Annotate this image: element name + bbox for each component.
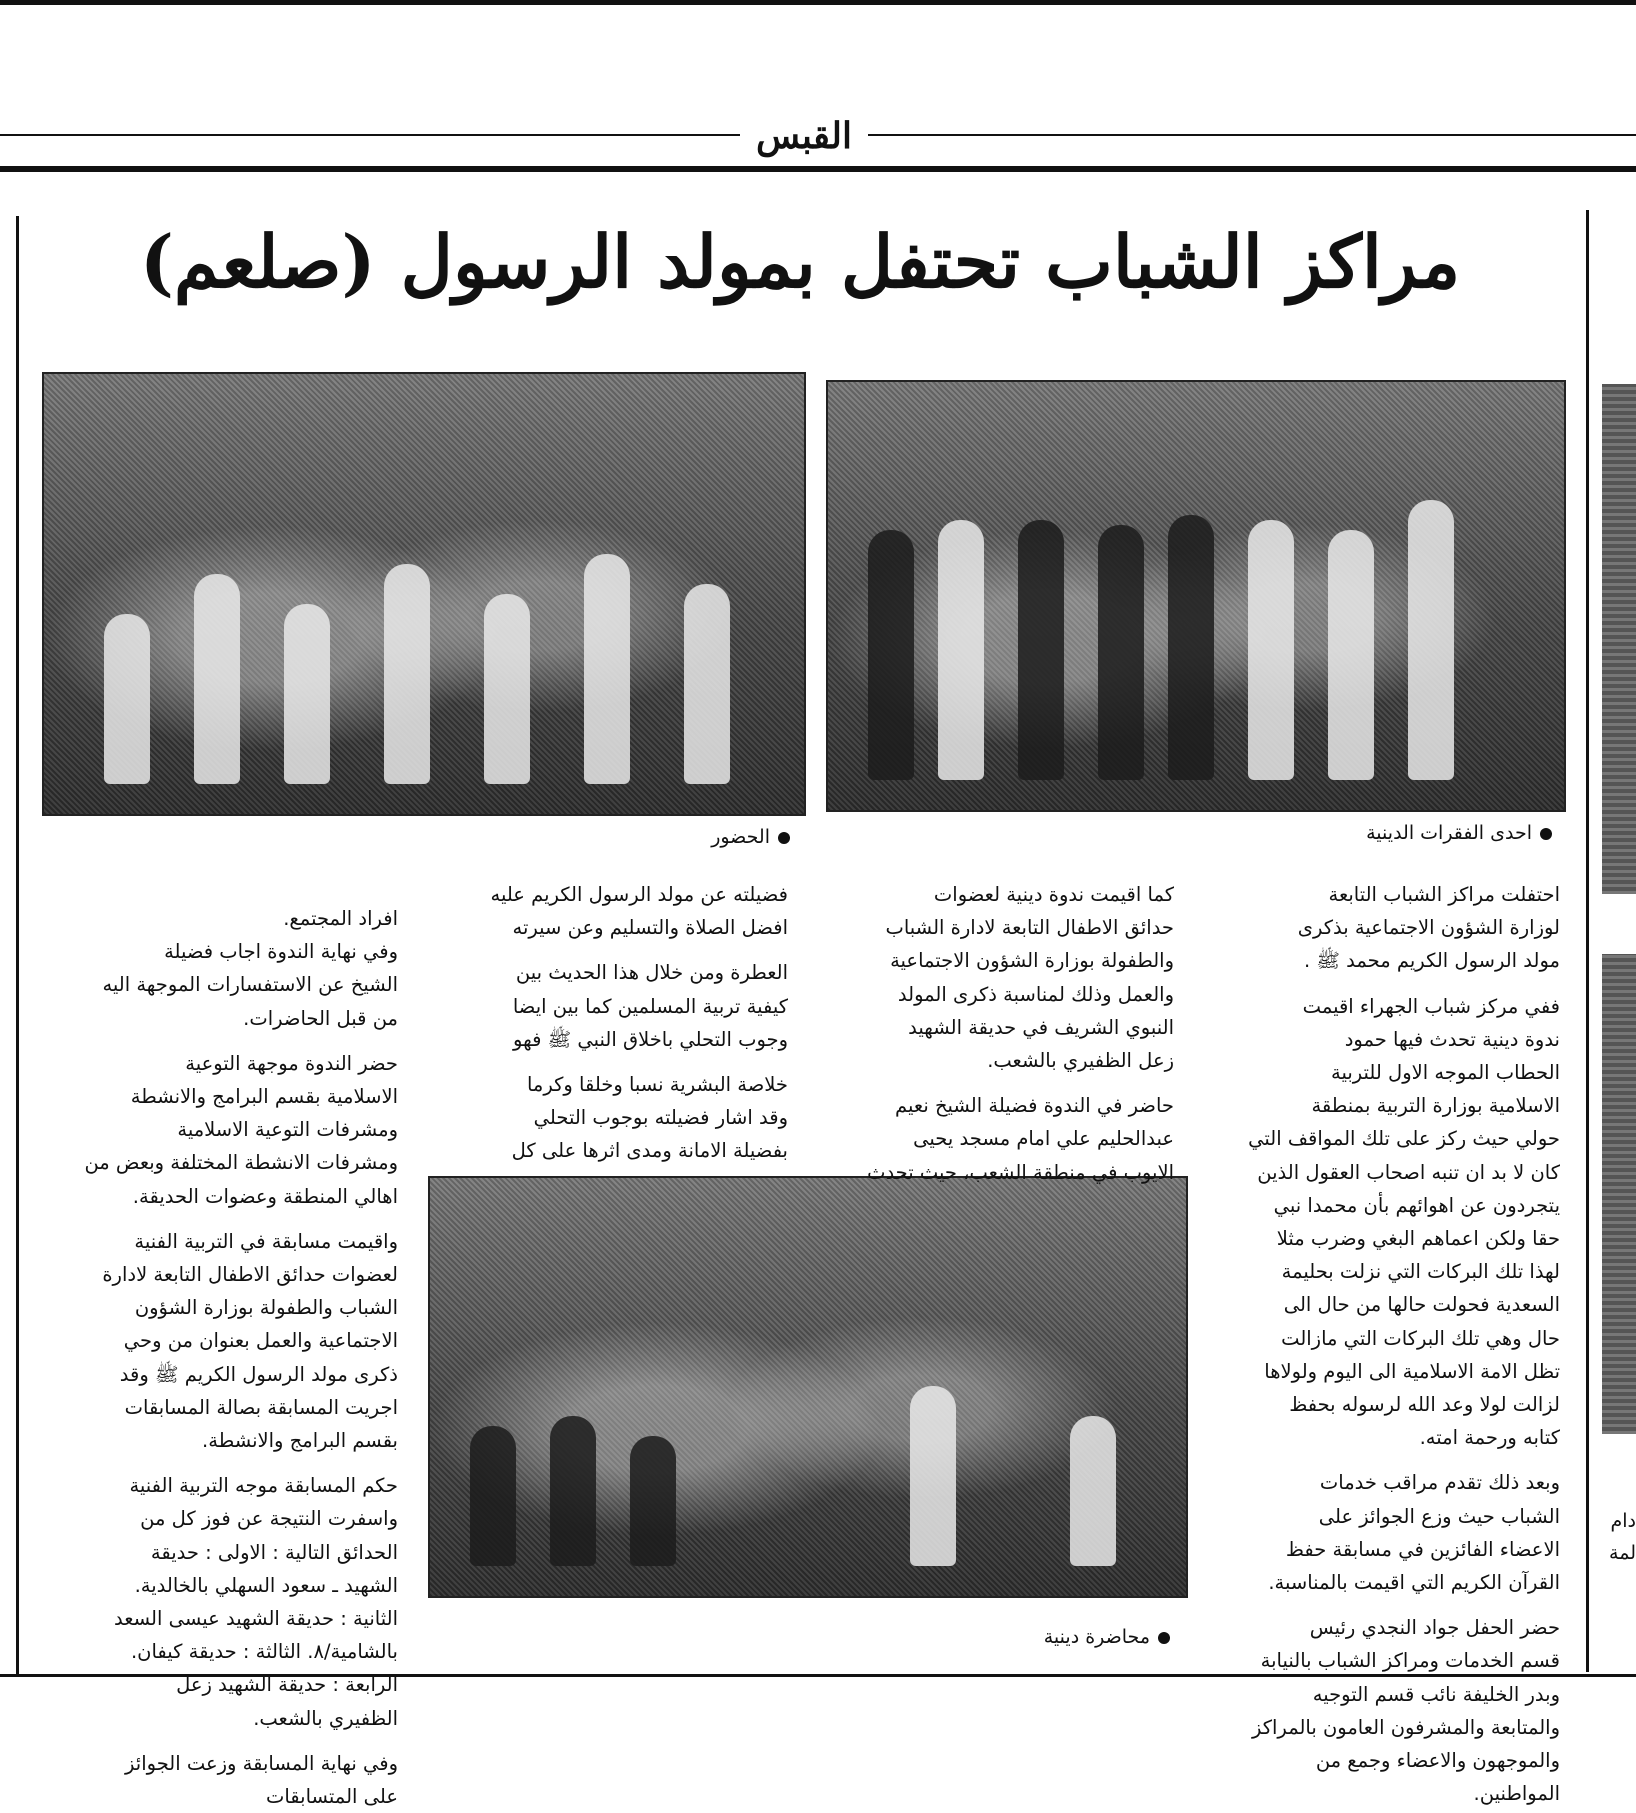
photo-figure [938, 520, 984, 780]
header-thick-rule [0, 166, 1636, 172]
article-line: الرابعة : حديقة الشهيد زعل [176, 1673, 398, 1697]
article-column-3 [428, 878, 788, 1168]
article-line: على المتسابقات [266, 1785, 398, 1809]
photo-religious-segment [826, 380, 1566, 812]
article-line: لهذا تلك البركات التي نزلت بحليمة [1281, 1260, 1560, 1284]
adjacent-article-text: لمة [1609, 1542, 1636, 1564]
caption-lecture [1000, 1626, 1170, 1648]
article-line: حضر الندوة موجهة التوعية [185, 1051, 398, 1075]
adjacent-article-photo [1602, 384, 1636, 894]
article-line: الثانية : حديقة الشهيد عيسى السعد [114, 1607, 398, 1631]
article-line: حاضر في الندوة فضيلة الشيخ نعيم [895, 1094, 1174, 1118]
article-line: احتفلت مراكز الشباب التابعة [1328, 883, 1560, 906]
article-line: الحدائق التالية : الاولى : حديقة [150, 1540, 398, 1564]
article-line: كان لا بد ان تنبه اصحاب العقول الذين [1257, 1160, 1560, 1184]
photo-figure [1098, 525, 1144, 780]
article-line: افراد المجتمع. [283, 907, 398, 930]
photo-figure [1328, 530, 1374, 780]
photo-figure [194, 574, 240, 784]
article-line: خلاصة البشرية نسبا وخلقا وكرما [526, 1073, 788, 1097]
article-line: الظفيري بالشعب. [253, 1706, 398, 1730]
article-line: والمتابعة والمشرفون العامون بالمراكز [1251, 1715, 1560, 1739]
left-margin-rule [16, 216, 19, 1676]
article-line: من قبل الحاضرات. [243, 1006, 398, 1030]
article-line: فضيلته عن مولد الرسول الكريم عليه [490, 883, 788, 906]
adjacent-article-photo [1602, 954, 1636, 1434]
photo-figure [550, 1416, 596, 1566]
article-line: وفي نهاية المسابقة وزعت الجوائز [125, 1751, 398, 1775]
article-column-4 [36, 902, 398, 1813]
article-line: الحطاب الموجه الاول للتربية [1331, 1061, 1560, 1085]
article-line: كتابه ورحمة امته. [1419, 1426, 1560, 1450]
caption-text: محاضرة دينية [1043, 1626, 1150, 1648]
article-line: حولي حيث ركز على تلك المواقف التي [1248, 1127, 1560, 1151]
article-line: حقا ولكن اعماهم البغي وضرب مثلا [1276, 1227, 1560, 1251]
photo-figure [384, 564, 430, 784]
article-line: الاعضاء الفائزين في مسابقة حفظ [1285, 1537, 1560, 1561]
article-line: والموجهون والاعضاء وجمع من [1315, 1749, 1560, 1773]
article-line: عبدالحليم علي امام مسجد يحيى [913, 1127, 1174, 1151]
article-line: حكم المسابقة موجه التربية الفنية [129, 1474, 398, 1498]
article-line: حدائق الاطفال التابعة لادارة الشباب [885, 916, 1174, 940]
photo-figure [1168, 515, 1214, 780]
masthead-rule-right [868, 134, 1636, 136]
photo-figure [470, 1426, 516, 1566]
article-line: وبعد ذلك تقدم مراقب خدمات [1319, 1471, 1560, 1495]
article-line: وبدر الخليفة نائب قسم التوجيه [1312, 1682, 1560, 1706]
article-line: بقسم البرامج والانشطة. [202, 1429, 398, 1453]
article-line: القرآن الكريم التي اقيمت بالمناسبة. [1268, 1571, 1560, 1595]
article-line: الشهيد ـ سعود السهلي بالخالدية. [134, 1573, 398, 1597]
photo-lecture [428, 1176, 1188, 1598]
paragraph-gap [36, 1213, 398, 1225]
article-line: لزالت لولا وعد الله لرسوله بحفظ [1289, 1393, 1560, 1417]
article-line: لوزارة الشؤون الاجتماعية بذكرى [1297, 916, 1560, 940]
article-line: ندوة دينية تحدث فيها حمود [1344, 1027, 1560, 1051]
article-line: مولد الرسول الكريم محمد ﷺ . [1304, 949, 1560, 973]
article-line: ومشرفات التوعية الاسلامية [177, 1118, 398, 1142]
article-line: الاسلامية بوزارة التربية بمنطقة [1311, 1094, 1560, 1118]
article-line: وجوب التحلي باخلاق النبي ﷺ فهو [513, 1027, 788, 1051]
article-line: بالشامية/٨. الثالثة : حديقة كيفان. [130, 1640, 398, 1664]
paragraph-gap [36, 1735, 398, 1747]
article-column-2 [820, 878, 1174, 1189]
paragraph-gap [428, 1056, 788, 1068]
article-line: النبوي الشريف في حديقة الشهيد [908, 1015, 1174, 1039]
article-line: افضل الصلاة والتسليم وعن سيرته [512, 916, 788, 940]
caption-bullet-icon [1540, 828, 1552, 840]
article-line: الشباب حيث وزع الجوائز على [1318, 1504, 1560, 1528]
article-line: ففي مركز شباب الجهراء اقيمت [1302, 994, 1560, 1018]
article-line: واقيمت مسابقة في التربية الفنية [134, 1229, 398, 1253]
article-line: وفي نهاية الندوة اجاب فضيلة [164, 940, 398, 964]
article-line: الايوب في منطقة الشعب، حيث تحدث [867, 1160, 1174, 1184]
right-column-rule [1586, 210, 1589, 1672]
article-line: تظل الامة الاسلامية الى اليوم ولولاها [1264, 1359, 1560, 1383]
article-column-1 [1196, 878, 1560, 1810]
caption-text: الحضور [711, 826, 770, 848]
article-line: ومشرفات الانشطة المختلفة وبعض من [84, 1151, 398, 1175]
article-line: الاسلامية بقسم البرامج والانشطة [130, 1085, 398, 1109]
paragraph-gap [428, 944, 788, 956]
paragraph-gap [36, 1035, 398, 1047]
top-border [0, 0, 1636, 5]
paragraph-gap [1196, 1454, 1560, 1466]
paragraph-gap [36, 1457, 398, 1469]
masthead-rule-left [0, 134, 740, 136]
article-line: الاجتماعية والعمل بعنوان من وحي [123, 1329, 398, 1353]
article-line: لعضوات حدائق الاطفال التابعة لادارة [102, 1263, 398, 1287]
article-line: كيفية تربية المسلمين كما بين ايضا [512, 994, 788, 1018]
article-line: بفضيلة الامانة ومدى اثرها على كل [511, 1139, 788, 1163]
caption-attendees [600, 826, 790, 848]
article-line: حال وهي تلك البركات التي مازالت [1281, 1326, 1560, 1350]
caption-religious-segment [1300, 822, 1552, 844]
paragraph-gap [1196, 1599, 1560, 1611]
caption-text: احدى الفقرات الدينية [1366, 822, 1532, 844]
photo-figure [868, 530, 914, 780]
caption-bullet-icon [1158, 1632, 1170, 1644]
masthead-logo: القبس [756, 115, 852, 157]
photo-attendees [42, 372, 806, 816]
article-line: اهالي المنطقة وعضوات الحديقة. [132, 1184, 398, 1208]
photo-figure [284, 604, 330, 784]
article-line: الشباب والطفولة بوزارة الشؤون [134, 1296, 398, 1320]
article-line: يتجردون عن اهوائهم بأن محمدا نبي [1273, 1193, 1560, 1217]
photo-figure [104, 614, 150, 784]
photo-figure [910, 1386, 956, 1566]
photo-figure [484, 594, 530, 784]
photo-figure [684, 584, 730, 784]
photo-figure [584, 554, 630, 784]
article-line: وقد اشار فضيلته بوجوب التحلي [533, 1106, 788, 1130]
article-line: واسفرت النتيجة عن فوز كل من [140, 1507, 398, 1531]
article-line: ذكرى مولد الرسول الكريم ﷺ وقد [119, 1362, 398, 1386]
article-line: اجريت المسابقة بصالة المسابقات [124, 1395, 398, 1419]
paragraph-gap [1196, 978, 1560, 990]
article-line: والطفولة بوزارة الشؤون الاجتماعية [890, 949, 1174, 973]
article-line: العطرة ومن خلال هذا الحديث بين [515, 961, 788, 985]
article-line: قسم الخدمات ومراكز الشباب بالنيابة [1260, 1649, 1560, 1673]
adjacent-article-text: دام [1610, 1510, 1636, 1532]
article-line: المواطنين. [1473, 1782, 1560, 1806]
photo-figure [630, 1436, 676, 1566]
paragraph-gap [820, 1077, 1174, 1089]
article-line: السعدية فحولت حالها من حال الى [1283, 1293, 1560, 1317]
article-line: والعمل وذلك لمناسبة ذكرى المولد [897, 982, 1174, 1006]
photo-figure [1018, 520, 1064, 780]
article-line: كما اقيمت ندوة دينية لعضوات [933, 883, 1174, 906]
photo-figure [1070, 1416, 1116, 1566]
article-line: حضر الحفل جواد النجدي رئيس [1309, 1616, 1560, 1640]
photo-figure [1248, 520, 1294, 780]
caption-bullet-icon [778, 832, 790, 844]
article-line: الشيخ عن الاستفسارات الموجهة اليه [102, 973, 398, 997]
photo-figure [1408, 500, 1454, 780]
article-line: زعل الظفيري بالشعب. [987, 1049, 1174, 1073]
article-headline: مراكز الشباب تحتفل بمولد الرسول (صلعم) [139, 219, 1461, 304]
